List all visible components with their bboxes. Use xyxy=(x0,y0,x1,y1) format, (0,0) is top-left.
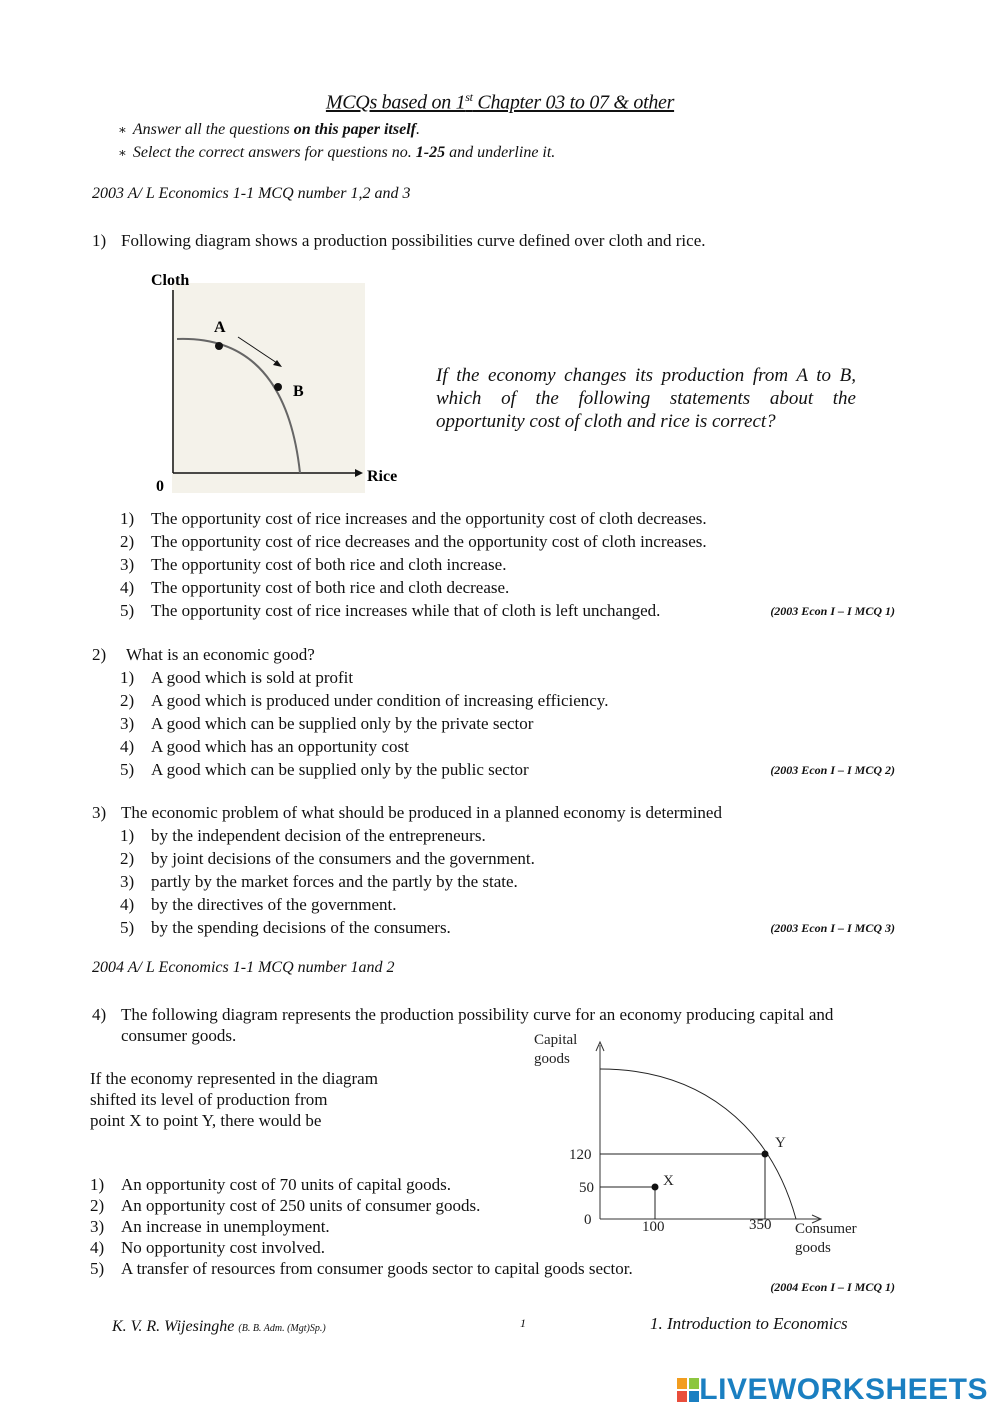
question-3-source: (2003 Econ I – I MCQ 3) xyxy=(770,921,895,935)
option-number: 3) xyxy=(120,872,135,891)
y-axis-label-line1: Capital xyxy=(534,1032,578,1048)
option-text[interactable]: A transfer of resources from consumer goods sector to capital goods sector. xyxy=(121,1259,633,1278)
question-1-source: (2003 Econ I – I MCQ 1) xyxy=(770,604,895,618)
diagram-background xyxy=(172,283,365,493)
option-text[interactable]: The opportunity cost of rice increases while that of cloth is left unchanged. xyxy=(151,601,661,620)
origin-label: 0 xyxy=(156,478,164,495)
option-number: 4) xyxy=(120,578,135,597)
option-text[interactable]: The opportunity cost of rice decreases and the opportunity cost of cloth increases. xyxy=(151,532,707,551)
option-number: 1) xyxy=(120,826,135,845)
instruction-2: ∗ Select the correct answers for questions no. 1-25 and underline it. xyxy=(118,144,556,161)
option-number: 3) xyxy=(120,555,135,574)
option-number: 2) xyxy=(120,849,135,868)
question-2-text: What is an economic good? xyxy=(126,645,315,664)
option-text[interactable]: by the spending decisions of the consumers. xyxy=(151,918,451,937)
liveworksheets-logo-icon xyxy=(677,1377,699,1403)
point-b-marker xyxy=(274,383,282,391)
ppc-diagram-cloth-rice xyxy=(145,265,410,500)
option-text[interactable]: A good which can be supplied only by the public sector xyxy=(151,760,529,779)
option-number: 3) xyxy=(90,1217,105,1236)
option-number: 5) xyxy=(90,1259,105,1278)
option-number: 1) xyxy=(120,668,135,687)
question-3-text: The economic problem of what should be produced in a planned economy is determined xyxy=(121,803,722,822)
question-4-text: The following diagram represents the production possibility curve for an economy producing capital and xyxy=(121,1005,834,1024)
page-title: MCQs based on 1st Chapter 03 to 07 & other xyxy=(325,90,675,114)
instruction-1: ∗ Answer all the questions on this paper itself. xyxy=(118,121,420,138)
option-text[interactable]: A good which has an opportunity cost xyxy=(151,737,409,756)
x-tick-label: 100 xyxy=(642,1219,665,1235)
question-1-text: Following diagram shows a production possibilities curve defined over cloth and rice. xyxy=(121,231,706,250)
option-number: 2) xyxy=(120,691,135,710)
option-text[interactable]: A good which can be supplied only by the private sector xyxy=(151,714,534,733)
origin-label: 0 xyxy=(584,1212,592,1228)
y-axis-label-line2: goods xyxy=(534,1051,570,1067)
question-number: 4) xyxy=(92,1005,107,1024)
option-text[interactable]: An opportunity cost of 70 units of capital goods. xyxy=(121,1175,452,1194)
option-number: 4) xyxy=(90,1238,105,1257)
option-text[interactable]: by joint decisions of the consumers and the government. xyxy=(151,849,535,868)
point-x-label: X xyxy=(663,1173,674,1189)
option-text[interactable]: by the directives of the government. xyxy=(151,895,397,914)
question-number: 1) xyxy=(92,231,107,250)
option-text[interactable]: The opportunity cost of both rice and cloth decrease. xyxy=(151,578,510,597)
y-tick-label: 120 xyxy=(569,1147,592,1163)
option-number: 2) xyxy=(90,1196,105,1215)
section-heading-2004: 2004 A/ L Economics 1-1 MCQ number 1and 2 xyxy=(92,959,395,976)
option-text[interactable]: The opportunity cost of rice increases and the opportunity cost of cloth decreases. xyxy=(151,509,707,528)
y-tick-label: 50 xyxy=(579,1180,594,1196)
x-tick-label: 350 xyxy=(749,1217,772,1233)
point-y-label: Y xyxy=(775,1135,786,1151)
point-a-label: A xyxy=(214,319,226,336)
option-text[interactable]: The opportunity cost of both rice and cloth increase. xyxy=(151,555,507,574)
section-heading-2003: 2003 A/ L Economics 1-1 MCQ number 1,2 and 3 xyxy=(92,185,411,202)
point-a-marker xyxy=(215,342,223,350)
option-text[interactable]: by the independent decision of the entrepreneurs. xyxy=(151,826,486,845)
question-4-text-cont: consumer goods. xyxy=(121,1026,237,1045)
option-number: 5) xyxy=(120,918,135,937)
y-axis-label: Cloth xyxy=(151,272,190,289)
question-2-source: (2003 Econ I – I MCQ 2) xyxy=(770,763,895,777)
option-number: 5) xyxy=(120,760,135,779)
question-4-source: (2004 Econ I – I MCQ 1) xyxy=(770,1280,895,1294)
x-axis-label-line2: goods xyxy=(795,1240,831,1256)
ppc-diagram-capital-consumer xyxy=(520,1025,880,1260)
footer-page-number: 1 xyxy=(520,1316,526,1330)
option-text[interactable]: A good which is sold at profit xyxy=(151,668,354,687)
option-text[interactable]: A good which is produced under condition of increasing efficiency. xyxy=(151,691,609,710)
question-number: 2) xyxy=(92,645,107,664)
footer-author: K. V. R. Wijesinghe (B. B. Adm. (Mgt)Sp.) xyxy=(112,1318,326,1335)
option-number: 3) xyxy=(120,714,135,733)
option-number: 4) xyxy=(120,737,135,756)
x-axis-label: Rice xyxy=(367,468,398,485)
point-x-marker xyxy=(652,1184,659,1191)
point-b-label: B xyxy=(293,383,304,400)
option-number: 1) xyxy=(120,509,135,528)
option-text[interactable]: An opportunity cost of 250 units of consumer goods. xyxy=(121,1196,481,1215)
option-number: 2) xyxy=(120,532,135,551)
x-axis-label-line1: Consumer xyxy=(795,1221,857,1237)
option-number: 4) xyxy=(120,895,135,914)
option-number: 1) xyxy=(90,1175,105,1194)
point-y-marker xyxy=(762,1151,769,1158)
footer-chapter: 1. Introduction to Economics xyxy=(650,1314,848,1333)
question-4-prompt-line: If the economy represented in the diagram xyxy=(90,1069,378,1088)
question-1-prompt: If the economy changes its production from A to B, which of the following statements about the opportunity cost of cloth and rice is correct? xyxy=(436,365,856,432)
option-text[interactable]: No opportunity cost involved. xyxy=(121,1238,325,1257)
ppc-curve xyxy=(600,1069,796,1219)
question-4-prompt-line: shifted its level of production from xyxy=(90,1090,328,1109)
option-text[interactable]: An increase in unemployment. xyxy=(121,1217,330,1236)
option-number: 5) xyxy=(120,601,135,620)
brand-name: LIVEWORKSHEETS xyxy=(699,1373,988,1406)
option-text[interactable]: partly by the market forces and the partly by the state. xyxy=(151,872,518,891)
question-number: 3) xyxy=(92,803,107,822)
liveworksheets-logo[interactable] xyxy=(677,1372,988,1408)
question-4-prompt-line: point X to point Y, there would be xyxy=(90,1111,322,1130)
